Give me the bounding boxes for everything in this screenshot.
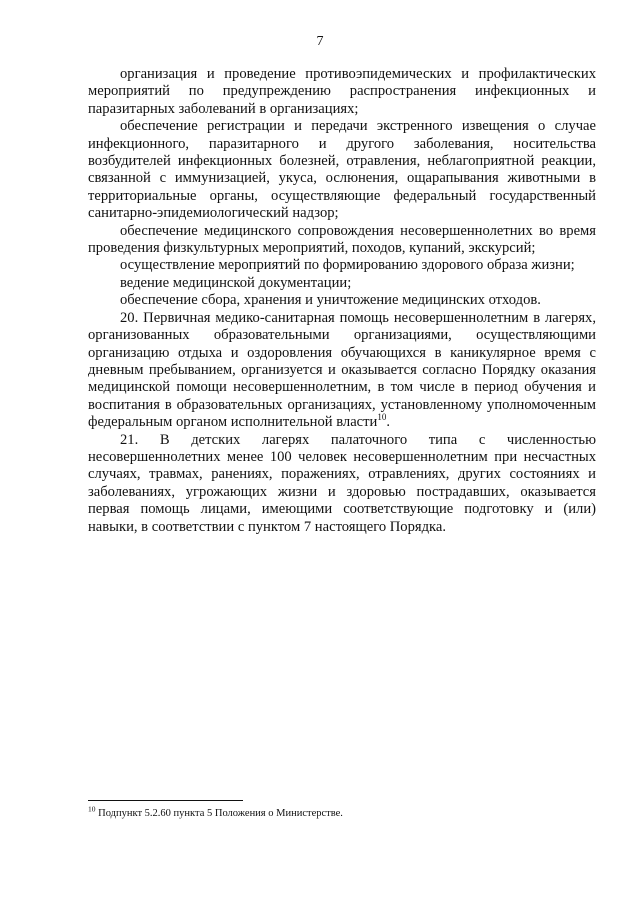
paragraph-healthy-lifestyle: осуществление мероприятий по формированию здорового образа жизни; — [120, 257, 575, 274]
paragraph-item-20-text: 20. Первичная медико-санитарная помощь несовершеннолетним в лагерях, организованных образовательными организациями, осуществляющими организацию отдыха и оздоровления обучающихся в каникулярное время с дневным пребыванием, организуется и оказывается согласно Порядку оказания медицинской помощи несовершеннолетним, в том числе в период обучения и воспитания в образовательных организациях, установленному уполномоченным федеральным органом исполнительной власти — [88, 309, 596, 431]
footnote — [88, 804, 588, 820]
paragraph-item-20-tail: . — [386, 414, 390, 431]
page-number: 7 — [316, 34, 324, 49]
paragraph-medical-waste: обеспечение сбора, хранения и уничтожение медицинских отходов. — [120, 292, 541, 309]
paragraph-epidemic-measures: организация и проведение противоэпидемических и профилактических мероприятий по предупреждению распространения инфекционных и паразитарных заболеваний в организациях; — [88, 66, 596, 117]
footnote-reference: 10 — [377, 412, 387, 423]
paragraph-item-20 — [88, 310, 596, 432]
footnote-divider — [88, 800, 243, 801]
paragraph-medical-records: ведение медицинской документации; — [120, 274, 352, 291]
footnote-text: Подпункт 5.2.60 пункта 5 Положения о Министерстве. — [95, 808, 343, 819]
footnote-marker: 10 — [88, 804, 96, 814]
paragraph-item-21: 21. В детских лагерях палаточного типа с численностью несовершеннолетних менее 100 человек несовершеннолетним при несчастных случаях, травмах, ранениях, поражениях, отравлениях, других состояниях и заболеваниях, угрожающих жизни и здоровью пострадавших, оказывается первая помощь лицами, имеющими соответствующие подготовку и (или) навыки, в соответствии с пунктом 7 настоящего Порядка. — [88, 431, 596, 535]
paragraph-medical-support: обеспечение медицинского сопровождения несовершеннолетних во время проведения физкультурных мероприятий, походов, купаний, экскурсий; — [88, 222, 596, 257]
document-body — [88, 66, 596, 536]
paragraph-emergency-notice: обеспечение регистрации и передачи экстренного извещения о случае инфекционного, паразитарного и другого заболевания, носительства возбудителей инфекционных болезней, отравления, неблагоприятной реакции, связанной с иммунизацией, укуса, ослюнения, ощарапывания животными в территориальные органы, осуществляющие федеральный государственный санитарно-эпидемиологический надзор; — [88, 118, 596, 222]
